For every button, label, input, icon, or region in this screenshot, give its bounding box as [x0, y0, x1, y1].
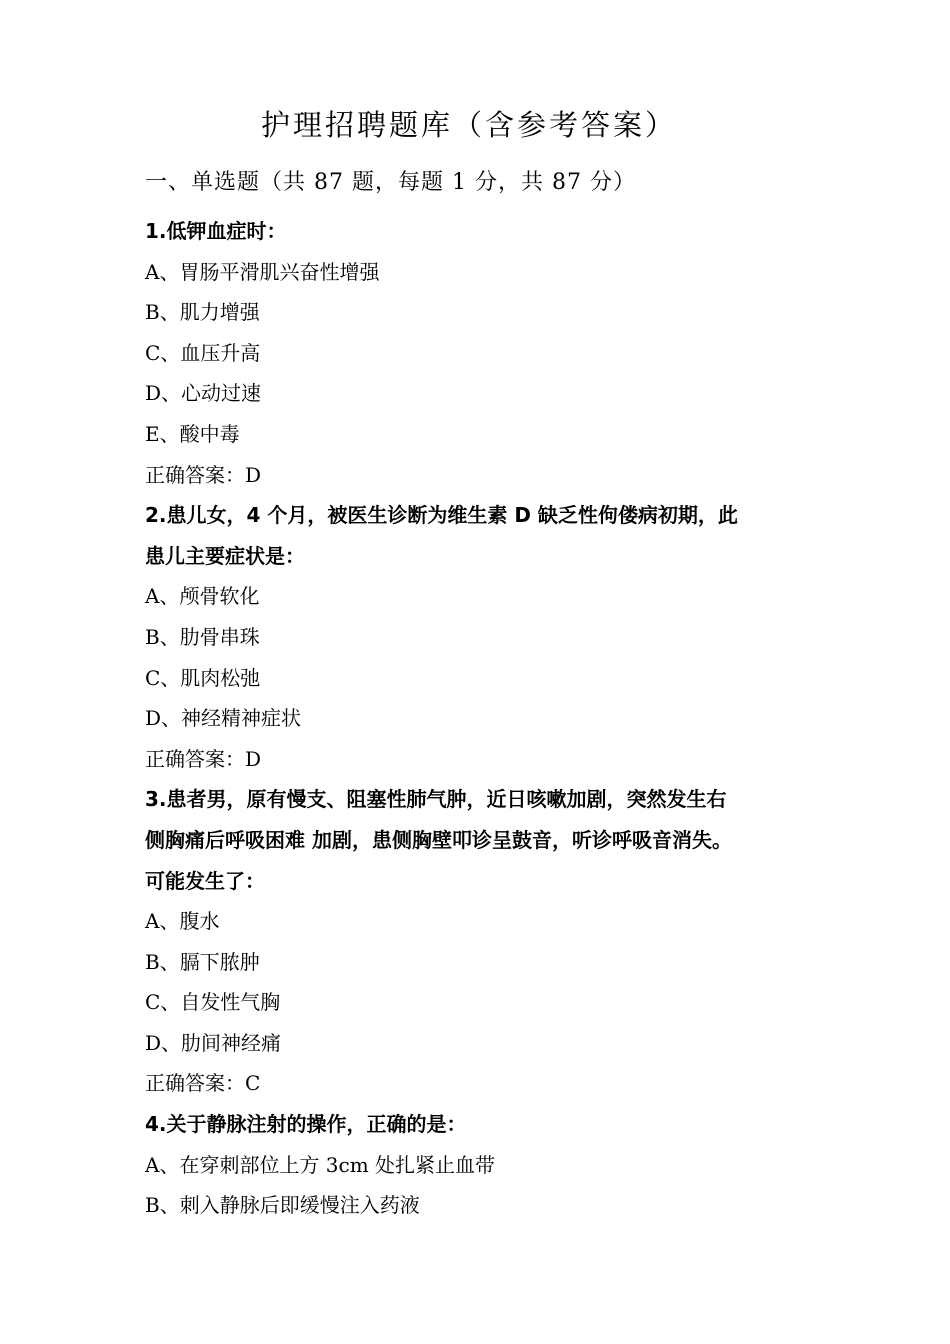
- question-4: [145, 1104, 825, 1226]
- question-stem: 4.关于静脉注射的操作，正确的是：: [145, 1112, 467, 1137]
- question-stem-continued: 可能发生了：: [145, 868, 265, 893]
- document-title: 护理招聘题库（含参考答案）: [260, 108, 677, 142]
- question-3: [145, 779, 825, 1104]
- option-d: D、肋间神经痛: [145, 1030, 282, 1055]
- question-list: [145, 211, 825, 1226]
- option-a: A、在穿刺部位上方 3cm 处扎紧止血带: [145, 1152, 496, 1177]
- question-stem-continued: 患儿主要症状是：: [145, 543, 305, 568]
- option-a: A、颅骨软化: [145, 584, 260, 609]
- option-d: D、心动过速: [145, 381, 262, 406]
- option-a: A、胃肠平滑肌兴奋性增强: [145, 259, 380, 284]
- option-b: B、膈下脓肿: [145, 949, 260, 974]
- option-e: E、酸中毒: [145, 421, 240, 446]
- question-2: [145, 495, 825, 779]
- question-stem-continued: 侧胸痛后呼吸困难 加剧，患侧胸壁叩诊呈鼓音，听诊呼吸音消失。: [145, 827, 732, 852]
- option-b: B、刺入静脉后即缓慢注入药液: [145, 1193, 420, 1218]
- correct-answer: 正确答案：D: [145, 746, 262, 771]
- option-b: B、肋骨串珠: [145, 624, 260, 649]
- option-c: C、血压升高: [145, 340, 261, 365]
- option-c: C、自发性气胸: [145, 990, 281, 1015]
- section-heading: 一、单选题（共 87 题，每题 1 分，共 87 分）: [145, 170, 636, 195]
- option-d: D、神经精神症状: [145, 706, 302, 731]
- question-stem: 2.患儿女，4 个月，被医生诊断为维生素 D 缺乏性佝偻病初期，此: [145, 503, 738, 528]
- correct-answer: 正确答案：D: [145, 462, 262, 487]
- question-1: [145, 211, 825, 495]
- option-b: B、肌力增强: [145, 300, 260, 325]
- question-stem: 1.低钾血症时：: [145, 219, 287, 243]
- option-c: C、肌肉松弛: [145, 665, 261, 690]
- correct-answer: 正确答案：C: [145, 1071, 261, 1096]
- question-stem: 3.患者男，原有慢支、阻塞性肺气肿，近日咳嗽加剧，突然发生右: [145, 787, 727, 812]
- option-a: A、腹水: [145, 909, 220, 934]
